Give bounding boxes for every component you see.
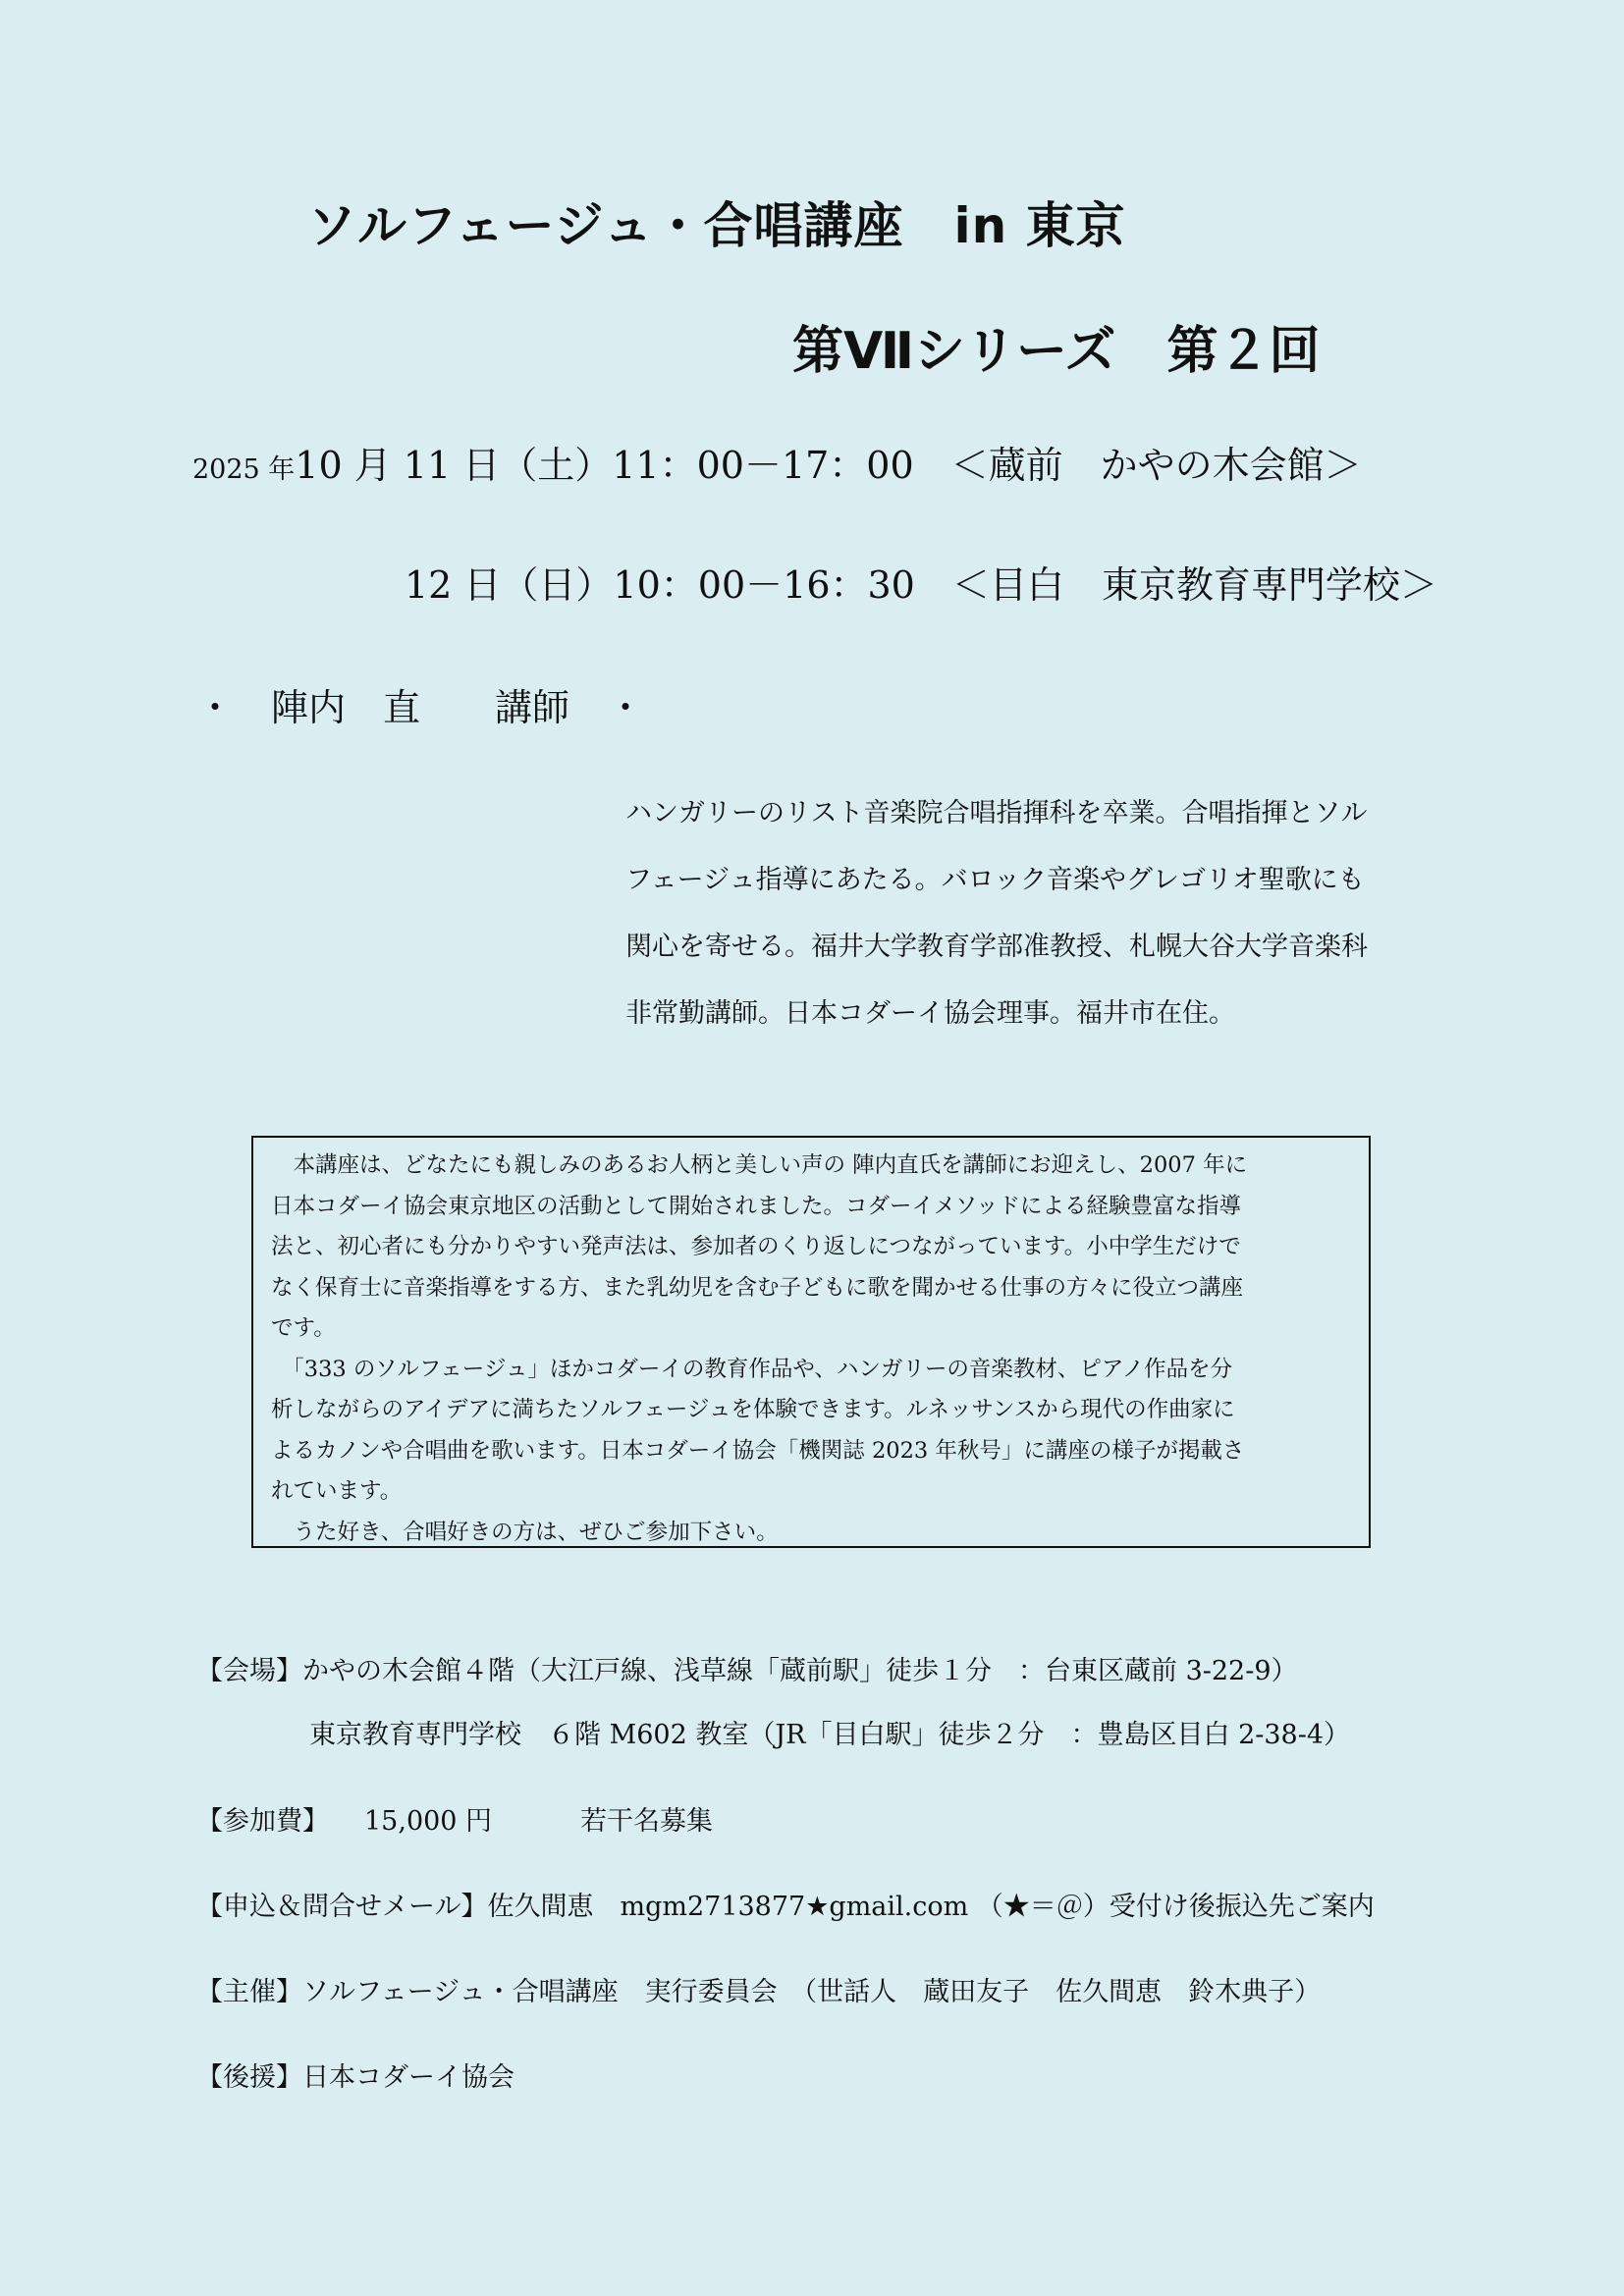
support-value: 日本コダーイ協会 — [302, 2062, 514, 2093]
support-row — [196, 2056, 514, 2094]
intro-line: れています。 — [271, 1478, 403, 1504]
fee-note: 若干名募集 — [580, 1806, 714, 1837]
fee-value: 15,000 円 — [364, 1806, 493, 1837]
intro-line: 「333 のソルフェージュ」ほかコダーイの教育作品や、ハンガリーの音楽教材、ピアノ作品を分 — [271, 1356, 1233, 1382]
contact-row — [196, 1885, 1375, 1923]
organizer-value: ソルフェージュ・合唱講座 実行委員会 （世話人 蔵田友子 佐久間恵 鈴木典子） — [302, 1977, 1322, 2007]
organizer-label: 【主催】 — [196, 1977, 302, 2007]
lecturer-bio — [625, 780, 1440, 1047]
lecturer-heading: ・ 陣内 直 講師 ・ — [196, 686, 645, 729]
intro-line: 析しながらのアイデアに満ちたソルフェージュを体験できます。ルネッサンスから現代の作曲家に — [271, 1397, 1235, 1422]
intro-box — [251, 1136, 1371, 1548]
bio-line: ハンガリーのリスト音楽院合唱指揮科を卒業。合唱指揮とソル — [625, 798, 1368, 828]
schedule-year: 2025 年 — [192, 454, 296, 485]
bio-line: フェージュ指導にあたる。バロック音楽やグレゴリオ聖歌にも — [625, 865, 1365, 895]
intro-line: 本講座は、どなたにも親しみのあるお人柄と美しい声の 陣内直氏を講師にお迎えし、2007 年に — [271, 1152, 1248, 1178]
intro-line: です。 — [271, 1315, 336, 1341]
venue-label: 【会場】 — [196, 1656, 302, 1686]
fee-row — [196, 1799, 713, 1838]
venue-2: 東京教育専門学校 ６階 M602 教室（JR「目白駅」徒歩２分 ：豊島区目白 2-38-4） — [309, 1720, 1351, 1750]
support-label: 【後援】 — [196, 2062, 302, 2093]
intro-line: うた好き、合唱好きの方は、ぜひご参加下さい。 — [271, 1519, 779, 1545]
venue-1: かやの木会館４階（大江戸線、浅草線「蔵前駅」徒歩１分 ：台東区蔵前 3-22-9） — [302, 1656, 1298, 1686]
venue-row — [196, 1649, 1298, 1687]
schedule-day1 — [192, 435, 1362, 489]
contact-value: 佐久間恵 mgm2713877★gmail.com （★＝＠）受付け後振込先ご案内 — [487, 1892, 1375, 1922]
intro-line: よるカノンや合唱曲を歌います。日本コダーイ協会「機関誌 2023 年秋号」に講座の様子が掲載さ — [271, 1437, 1245, 1464]
organizer-row — [196, 1970, 1321, 2008]
page-title: ソルフェージュ・合唱講座 in 東京 — [307, 197, 1126, 254]
contact-label: 【申込＆問合せメール】 — [196, 1892, 488, 1922]
schedule-day2: 12 日（日）10：00－16：30 ＜目白 東京教育専門学校＞ — [405, 563, 1437, 607]
intro-line: 法と、初心者にも分かりやすい発声法は、参加者のくり返しにつながっています。小中学生だけで — [271, 1234, 1241, 1259]
schedule-day1-text: 10 月 11 日（土）11：00－17：00 ＜蔵前 かやの木会館＞ — [295, 444, 1362, 487]
intro-line: 日本コダーイ協会東京地区の活動として開始されました。コダーイメソッドによる経験豊富な指導 — [271, 1193, 1241, 1219]
bio-line: 関心を寄せる。福井大学教育学部准教授、札幌大谷大学音楽科 — [625, 932, 1368, 962]
intro-line: なく保育士に音楽指導をする方、また乳幼児を含む子どもに歌を聞かせる仕事の方々に役立つ講座 — [271, 1274, 1244, 1301]
bio-line: 非常勤講師。日本コダーイ協会理事。福井市在住。 — [625, 998, 1235, 1029]
series-subtitle: 第Ⅶシリーズ 第２回 — [792, 322, 1321, 381]
fee-label: 【参加費】 — [196, 1806, 329, 1837]
